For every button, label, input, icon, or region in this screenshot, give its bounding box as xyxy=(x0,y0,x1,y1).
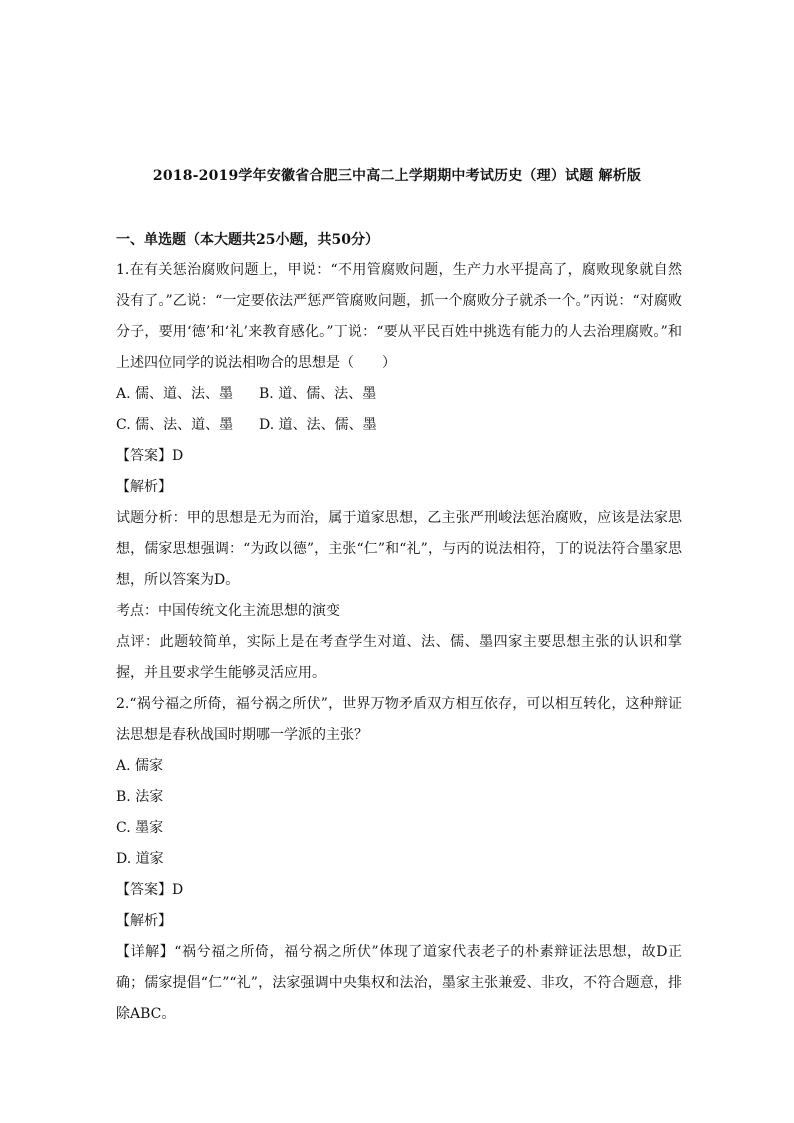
q1-option-b: B. 道、儒、法、墨 xyxy=(259,386,377,402)
q1-option-a: A. 儒、道、法、墨 xyxy=(116,386,234,402)
q2-analysis: 【详解】“祸兮福之所倚，福兮祸之所伏”体现了道家代表老子的朴素辩证法思想，故D正确；儒家提倡“仁”“礼”，法家强调中央集权和法治，墨家主张兼爱、非攻，不符合题意，排除ABC。 xyxy=(116,944,682,1022)
q1-kaodian: 考点：中国传统文化主流思想的演变 xyxy=(116,603,340,619)
q2-option-d: D. 道家 xyxy=(116,851,164,867)
q1-options-row-1 xyxy=(116,379,682,410)
q1-analysis: 试题分析：甲的思想是无为而治，属于道家思想，乙主张严刑峻法惩治腐败，应该是法家思想，儒家思想强调：“为政以德”，主张“仁”和“礼”，与丙的说法相符，丁的说法符合墨家思想，所以答案为D。 xyxy=(116,510,682,588)
q1-options-row-2 xyxy=(116,410,682,441)
q2-stem: 2.“祸兮福之所倚，福兮祸之所伏”，世界万物矛盾双方相互依存，可以相互转化，这种辩证法思想是春秋战国时期哪一学派的主张？ xyxy=(116,696,682,743)
section-heading: 一、单选题（本大题共25小题，共50分） xyxy=(116,232,379,248)
q2-analysis-label: 【解析】 xyxy=(116,913,172,929)
q1-option-d: D. 道、法、儒、墨 xyxy=(259,417,377,433)
document-title: 2018-2019学年安徽省合肥三中高二上学期期中考试历史（理）试题 解析版 xyxy=(152,168,642,184)
q1-option-c: C. 儒、法、道、墨 xyxy=(116,417,234,433)
q2-answer: 【答案】D xyxy=(116,882,184,898)
q1-answer: 【答案】D xyxy=(116,448,184,464)
q2-option-a: A. 儒家 xyxy=(116,758,164,774)
q2-option-c: C. 墨家 xyxy=(116,820,164,836)
document-body xyxy=(116,255,682,1030)
q2-option-b: B. 法家 xyxy=(116,789,164,805)
q1-stem: 1.在有关惩治腐败问题上，甲说：“不用管腐败问题，生产力水平提高了，腐败现象就自然没有了。”乙说：“一定要依法严惩严管腐败问题，抓一个腐败分子就杀一个。”丙说：“对腐败分子，要用‘德’和‘礼’来教育感化。”丁说：“要从平民百姓中挑选有能力的人去治理腐败。”和上述四位同学的说法相吻合的思想是（ ） xyxy=(116,262,682,371)
q1-dianping: 点评：此题较简单，实际上是在考查学生对道、法、儒、墨四家主要思想主张的认识和掌握，并且要求学生能够灵活应用。 xyxy=(116,634,682,681)
q1-analysis-label: 【解析】 xyxy=(116,479,172,495)
